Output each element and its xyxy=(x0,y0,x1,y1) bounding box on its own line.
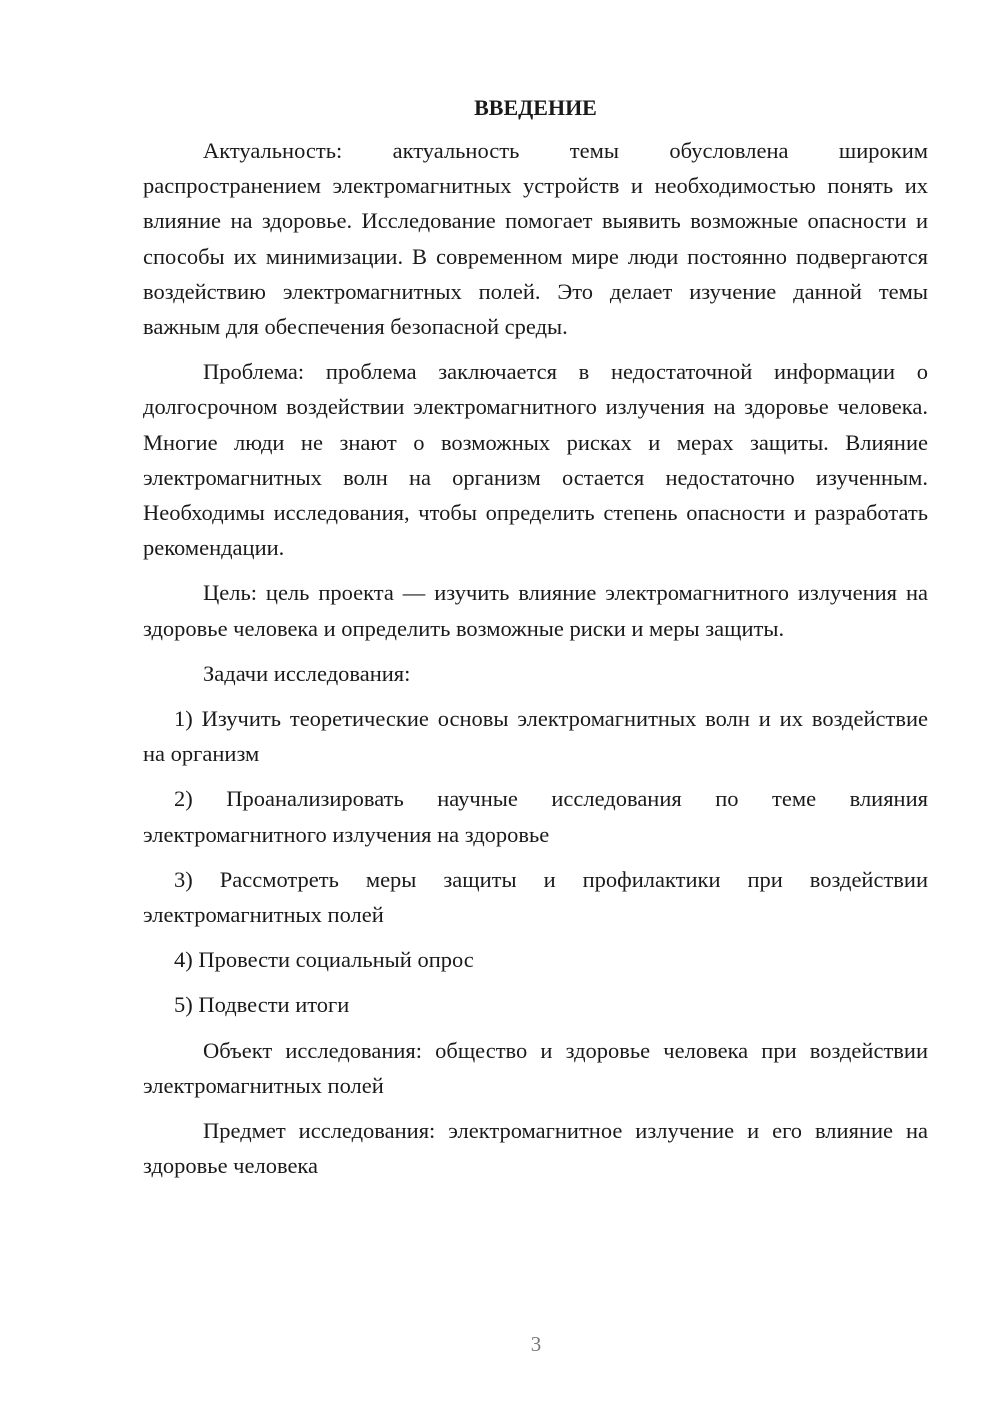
page-number: 3 xyxy=(530,1332,542,1356)
goal-paragraph: Цель: цель проекта — изучить влияние электромагнитного излучения на здоровье человека и определить возможные риски и меры защиты. xyxy=(143,580,928,641)
task-list xyxy=(143,701,928,1023)
task-item-1: 1) Изучить теоретические основы электромагнитных волн и их воздействие на организм xyxy=(143,706,928,767)
relevance-paragraph: Актуальность: актуальность темы обусловлена широким распространением электромагнитных устройств и необходимостью понять их влияние на здоровье. Исследование помогает выявить возможные опасности и способы их минимизации. В современном мире люди постоянно подвергаются воздействию электромагнитных полей. Это делает изучение данной темы важным для обеспечения безопасной среды. xyxy=(143,138,928,340)
task-item-2: 2) Проанализировать научные исследования по теме влияния электромагнитного излучения на здоровье xyxy=(143,786,928,847)
task-item-4: 4) Провести социальный опрос xyxy=(174,947,474,973)
task-item-5: 5) Подвести итоги xyxy=(174,992,350,1018)
document-page xyxy=(143,93,928,1193)
research-subject-paragraph: Предмет исследования: электромагнитное излучение и его влияние на здоровье человека xyxy=(143,1118,928,1179)
research-object-paragraph: Объект исследования: общество и здоровье человека при воздействии электромагнитных полей xyxy=(143,1037,928,1098)
tasks-heading: Задачи исследования: xyxy=(203,660,411,686)
section-title: ВВЕДЕНИЕ xyxy=(474,95,597,120)
problem-paragraph: Проблема: проблема заключается в недостаточной информации о долгосрочном воздействии электромагнитного излучения на здоровье человека. Многие люди не знают о возможных рисках и мерах защиты. Влияние электромагнитных волн на организм остается недостаточно изученным. Необходимы исследования, чтобы определить степень опасности и разработать рекомендации. xyxy=(143,359,928,561)
task-item-3: 3) Рассмотреть меры защиты и профилактики при воздействии электромагнитных полей xyxy=(143,866,928,928)
